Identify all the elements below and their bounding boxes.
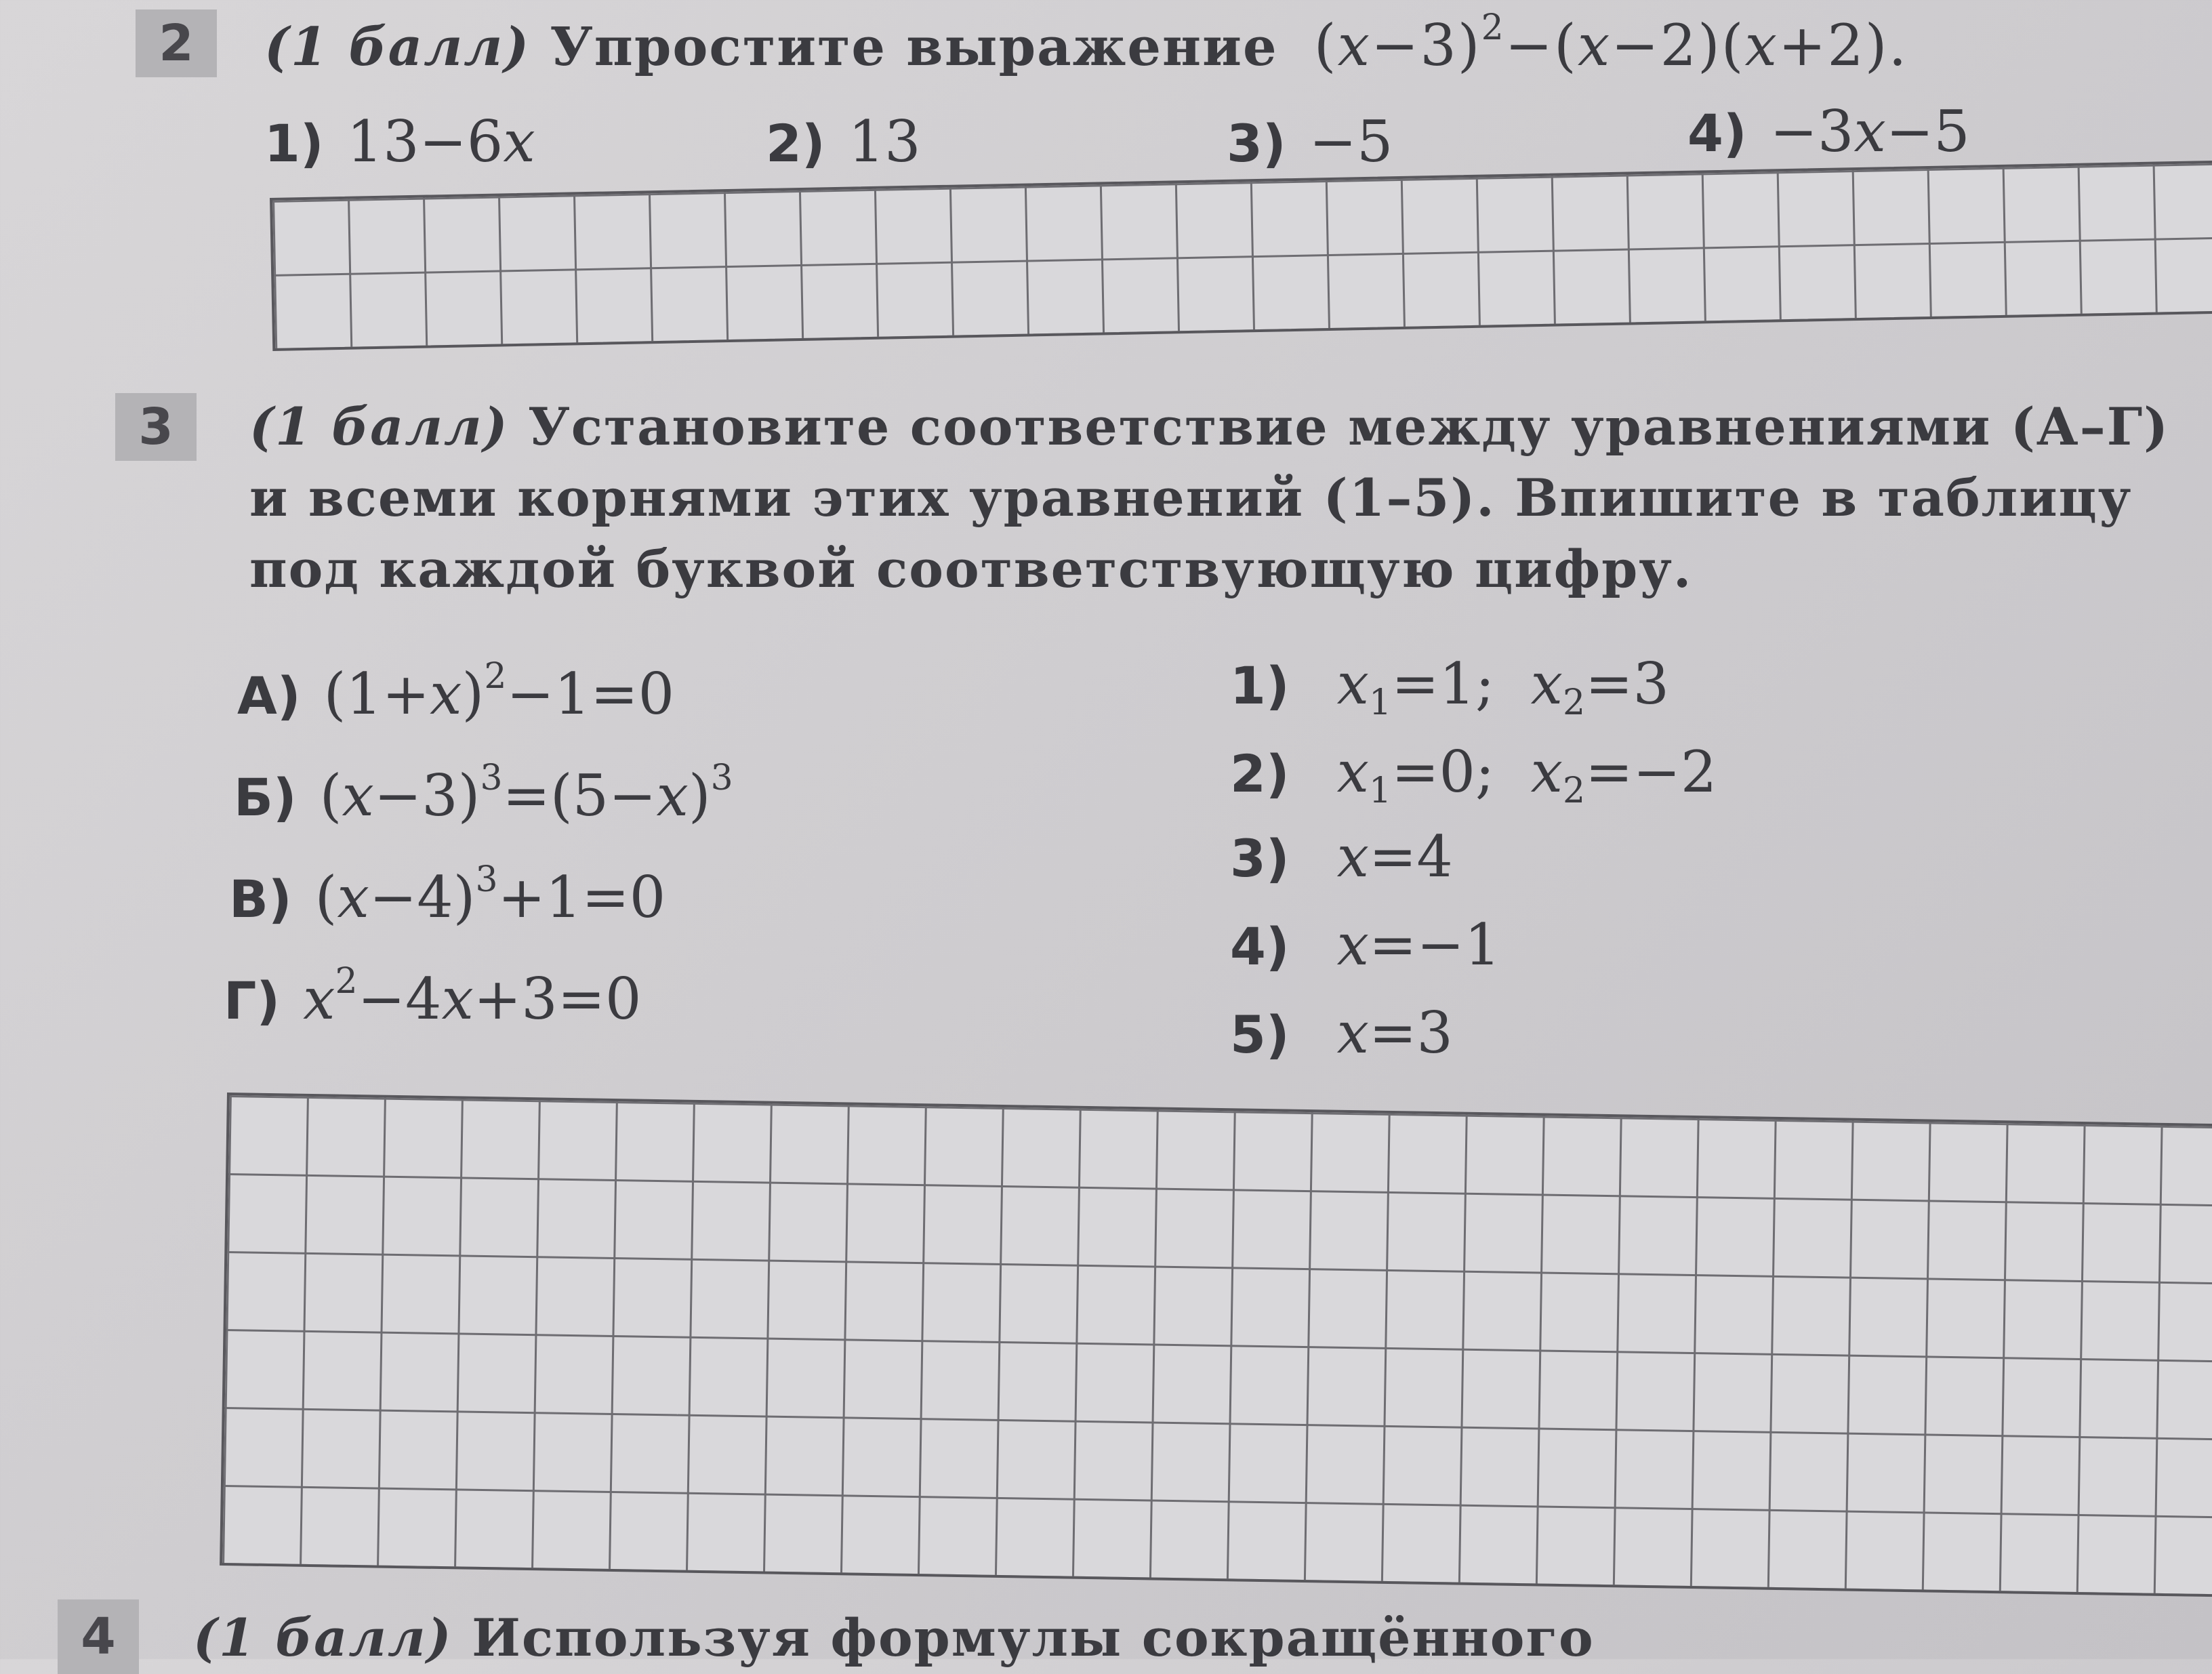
task-4-number: 4 [58,1599,139,1674]
root-option-3: 3) x=4 [1230,823,1453,890]
task-2-answer-grid[interactable] [270,160,2212,351]
root-option-4: 4) x=−1 [1230,912,1501,978]
equation-v: В) $(x-4)^3+1=0$ [229,859,666,931]
task-3-prompt-line-1: Установите соответствие между уравнениями (А–Г) [528,396,2170,457]
task-2-statement [264,7,1908,79]
task-2-number: 2 [136,9,217,77]
task-4-statement: (1 балл) Используя формулы сокращённого [193,1608,1595,1668]
task-3-number: 3 [115,393,197,461]
equation-b: Б) $(x-3)^3=(5-x)^3$ [234,758,733,829]
task-3-line-3: под каждой буквой соответствующую цифру. [249,539,1693,599]
equation-a: А) $(1+x)^2-1=0$ [237,656,675,727]
root-option-1: 1) $x_1=1$; $x_2=3$ [1230,651,1669,723]
task-3-points: (1 балл) [249,396,509,457]
task-2-prompt: Упростите выражение [550,16,1278,78]
task-2-expression: $(x-3)^2-(x-2)(x+2)$. [1313,7,1908,79]
task-2-option-2: 2) 13 [766,108,921,175]
task-2-option-3: 3) −5 [1227,108,1393,175]
task-2-points: (1 балл) [264,16,531,78]
root-option-2: 2) $x_1=0$; $x_2=-2$ [1230,739,1717,811]
task-3-line-1 [249,396,2169,457]
task-3-line-2: и всеми корнями этих уравнений (1–5). Впишите в таблицу [249,468,2133,528]
task-3-answer-grid[interactable] [220,1093,2212,1597]
task-2-option-1: 1) 13−6x [264,108,535,175]
task-2-option-4: 4) −3x−5 [1687,98,1970,165]
equation-g: Г) $x^2-4x+3=0$ [224,961,642,1032]
root-option-5: 5) x=3 [1230,1000,1453,1066]
